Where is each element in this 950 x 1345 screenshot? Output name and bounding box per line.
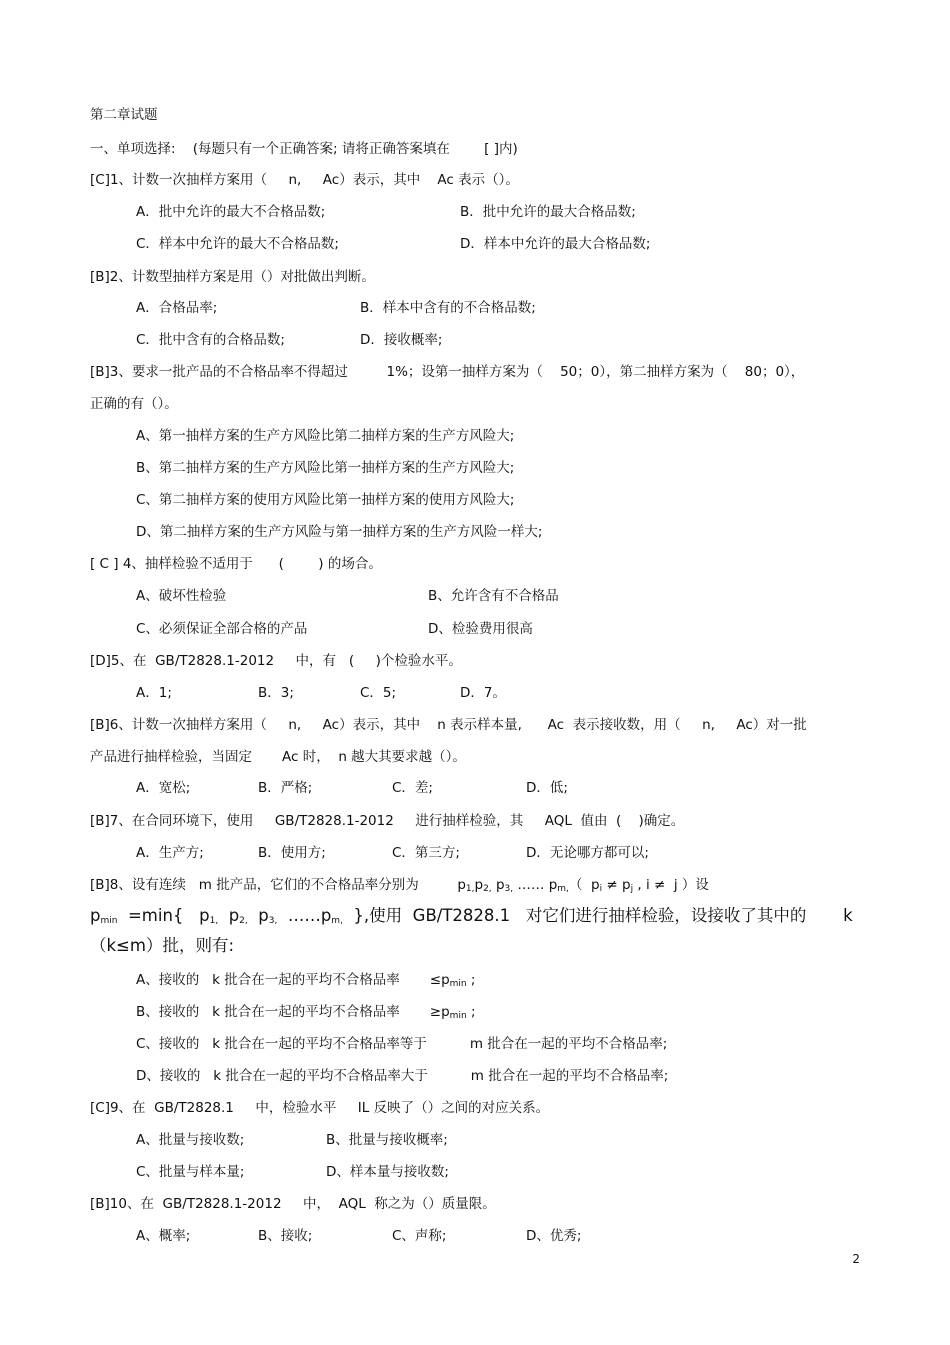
question-4-option-b: B、允许含有不合格品 (428, 588, 559, 604)
question-1-option-d: D．样本中允许的最大合格品数; (460, 236, 651, 252)
question-7-option-a: A．生产方; (136, 845, 204, 861)
question-6-stem-cont: 产品进行抽样检验，当固定 Ac 时， n 越大其要求越（）。 (90, 749, 466, 765)
question-3-option-c: C、第二抽样方案的使用方风险比第一抽样方案的使用方风险大; (136, 492, 515, 508)
section-heading: 一、单项选择: (每题只有一个正确答案; 请将正确答案填在 [ ]内) (90, 141, 518, 157)
question-7-option-d: D．无论哪方都可以; (526, 845, 649, 861)
question-5-option-c: C．5; (360, 685, 397, 701)
question-2-option-c: C．批中含有的合格品数; (136, 332, 285, 348)
question-6-option-b: B．严格; (258, 780, 313, 796)
question-4-option-d: D、检验费用很高 (428, 621, 533, 637)
question-4-option-a: A、破坏性检验 (136, 588, 227, 604)
question-8-stem: [B]8、设有连续 m 批产品，它们的不合格品率分别为 $p_{1,}p_{2,}$ $p_{3,}$ …… $p_{m,}$（ $p_i \ne p_j$ , i ≠ j ）设 (90, 877, 709, 894)
question-7-option-b: B．使用方; (258, 845, 326, 861)
question-6-option-d: D．低; (526, 780, 568, 796)
question-4-option-c: C、必须保证全部合格的产品 (136, 621, 308, 637)
question-6-option-c: C．差; (392, 780, 433, 796)
question-2-stem: [B]2、计数型抽样方案是用（）对批做出判断。 (90, 269, 375, 285)
question-7-option-c: C．第三方; (392, 845, 460, 861)
question-8-stem-line3: （k≤m）批，则有: (90, 936, 235, 955)
question-10-option-d: D、优秀; (526, 1228, 582, 1244)
question-10-option-b: B、接收; (258, 1228, 313, 1244)
question-7-stem: [B]7、在合同环境下，使用 GB/T2828.1-2012 进行抽样检验，其 AQL 值由 ( )确定。 (90, 813, 685, 829)
question-5-stem: [D]5、在 GB/T2828.1-2012 中，有 ( )个检验水平。 (90, 653, 462, 669)
question-9-option-a: A、批量与接收数; (136, 1132, 245, 1148)
question-9-option-d: D、样本量与接收数; (326, 1164, 449, 1180)
question-8-option-a: A、接收的 k 批合在一起的平均不合格品率 $\le p_{min}$ ; (136, 972, 476, 989)
question-8-option-d: D、接收的 k 批合在一起的平均不合格品率大于 m 批合在一起的平均不合格品率; (136, 1068, 669, 1084)
question-1-option-c: C．样本中允许的最大不合格品数; (136, 236, 339, 252)
question-3-stem: [B]3、要求一批产品的不合格品率不得超过 1%；设第一抽样方案为（ 50；0），第二抽样方案为（ 80；0）， (90, 364, 805, 380)
question-6-stem: [B]6、计数一次抽样方案用（ n, Ac）表示，其中 n 表示样本量, Ac 表示接收数，用（ n, Ac）对一批 (90, 717, 807, 733)
question-2-option-b: B．样本中含有的不合格品数; (360, 300, 536, 316)
question-3-option-b: B、第二抽样方案的生产方风险比第一抽样方案的生产方风险大; (136, 460, 515, 476)
question-3-option-d: D、第二抽样方案的生产方风险与第一抽样方案的生产方风险一样大; (136, 524, 543, 540)
question-1-stem: [C]1、计数一次抽样方案用（ n, Ac）表示，其中 Ac 表示（）。 (90, 172, 519, 188)
question-9-stem: [C]9、在 GB/T2828.1 中，检验水平 IL 反映了（）之间的对应关系。 (90, 1100, 550, 1116)
question-5-option-d: D．7。 (460, 685, 506, 701)
question-10-option-c: C、声称; (392, 1228, 447, 1244)
question-1-option-a: A．批中允许的最大不合格品数; (136, 204, 326, 220)
question-8-stem-line2: $p_{min} =\min${ $p_{1,}$ $p_{2,}$ $p_{3,}$ $\dots\dots p_{m,}$ },使用 GB/T2828.1 对它们进行抽样检验，设接收了其中的 k (90, 906, 853, 926)
question-10-stem: [B]10、在 GB/T2828.1-2012 中， AQL 称之为（）质量限。 (90, 1196, 496, 1212)
question-5-option-a: A．1; (136, 685, 172, 701)
question-9-option-c: C、批量与样本量; (136, 1164, 245, 1180)
question-6-option-a: A．宽松; (136, 780, 191, 796)
question-9-option-b: B、批量与接收概率; (326, 1132, 448, 1148)
question-1-option-b: B．批中允许的最大合格品数; (460, 204, 636, 220)
page-number: 2 (852, 1252, 860, 1266)
question-10-option-a: A、概率; (136, 1228, 191, 1244)
question-3-stem-cont: 正确的有（）。 (90, 396, 178, 412)
question-4-stem: [ C ] 4、抽样检验不适用于 ( ) 的场合。 (90, 556, 382, 572)
question-8-option-b: B、接收的 k 批合在一起的平均不合格品率 $\ge p_{min}$ ; (136, 1004, 476, 1021)
document-title: 第二章试题 (90, 107, 158, 123)
question-2-option-a: A．合格品率; (136, 300, 218, 316)
question-8-option-c: C、接收的 k 批合在一起的平均不合格品率等于 m 批合在一起的平均不合格品率; (136, 1036, 668, 1052)
question-5-option-b: B．3; (258, 685, 294, 701)
question-2-option-d: D．接收概率; (360, 332, 443, 348)
question-3-option-a: A、第一抽样方案的生产方风险比第二抽样方案的生产方风险大; (136, 428, 515, 444)
